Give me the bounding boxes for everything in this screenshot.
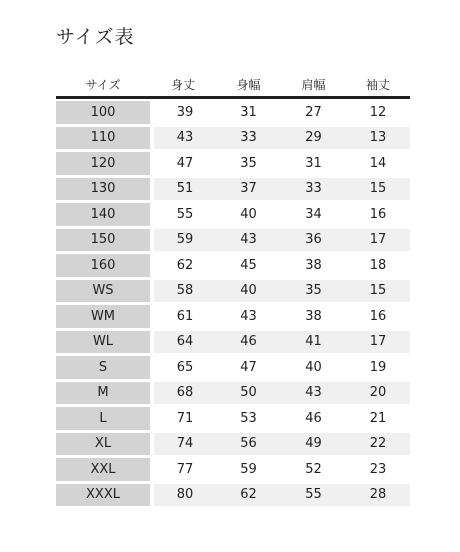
measurement-group: [154, 101, 410, 124]
shoulder-width-cell: 40: [281, 356, 346, 379]
body-length-cell: 64: [154, 331, 216, 354]
shoulder-width-cell: 33: [281, 178, 346, 201]
body-length-cell: 55: [154, 203, 216, 226]
shoulder-width-cell: 43: [281, 382, 346, 405]
shoulder-width-cell: 27: [281, 101, 346, 124]
sleeve-length-cell: 13: [346, 127, 410, 150]
measurement-group: [154, 433, 410, 456]
table-row: [56, 178, 410, 201]
body-width-cell: 46: [216, 331, 281, 354]
shoulder-width-cell: 46: [281, 407, 346, 430]
measurement-group: [154, 305, 410, 328]
body-length-cell: 47: [154, 152, 216, 175]
body-width-cell: 35: [216, 152, 281, 175]
sleeve-length-cell: 21: [346, 407, 410, 430]
size-table: [56, 72, 410, 509]
sleeve-length-cell: 18: [346, 254, 410, 277]
body-length-cell: 43: [154, 127, 216, 150]
size-cell: S: [56, 356, 150, 379]
size-cell: WS: [56, 280, 150, 303]
header-sleeve-length: 袖丈: [365, 77, 390, 92]
shoulder-width-cell: 29: [281, 127, 346, 150]
body-width-cell: 47: [216, 356, 281, 379]
sleeve-length-cell: 22: [346, 433, 410, 456]
table-row: [56, 484, 410, 507]
measurement-group: [154, 152, 410, 175]
size-cell: 160: [56, 254, 150, 277]
measurement-group: [154, 280, 410, 303]
body-width-cell: 59: [216, 458, 281, 481]
body-width-cell: 43: [216, 305, 281, 328]
measurement-group: [154, 331, 410, 354]
measurement-group: [154, 484, 410, 507]
shoulder-width-cell: 38: [281, 305, 346, 328]
table-row: [56, 433, 410, 456]
body-length-cell: 59: [154, 229, 216, 252]
body-width-cell: 31: [216, 101, 281, 124]
shoulder-width-cell: 52: [281, 458, 346, 481]
header-shoulder-width: 肩幅: [301, 77, 326, 92]
size-cell: 130: [56, 178, 150, 201]
table-row: [56, 127, 410, 150]
size-cell: M: [56, 382, 150, 405]
sleeve-length-cell: 19: [346, 356, 410, 379]
size-cell: 140: [56, 203, 150, 226]
body-width-cell: 37: [216, 178, 281, 201]
shoulder-width-cell: 55: [281, 484, 346, 507]
size-cell: L: [56, 407, 150, 430]
measurement-group: [154, 382, 410, 405]
table-row: [56, 254, 410, 277]
body-width-cell: 40: [216, 280, 281, 303]
body-length-cell: 65: [154, 356, 216, 379]
size-cell: XXXL: [56, 484, 150, 507]
size-cell: 110: [56, 127, 150, 150]
table-row: [56, 280, 410, 303]
sleeve-length-cell: 16: [346, 305, 410, 328]
sleeve-length-cell: 17: [346, 331, 410, 354]
header-size: サイズ: [85, 77, 121, 92]
table-row: [56, 356, 410, 379]
measurement-group: [154, 407, 410, 430]
table-row: [56, 203, 410, 226]
measurement-group: [154, 229, 410, 252]
table-row: [56, 229, 410, 252]
body-length-cell: 39: [154, 101, 216, 124]
body-length-cell: 68: [154, 382, 216, 405]
shoulder-width-cell: 49: [281, 433, 346, 456]
measurement-group: [154, 458, 410, 481]
table-row: [56, 152, 410, 175]
shoulder-width-cell: 34: [281, 203, 346, 226]
body-length-cell: 61: [154, 305, 216, 328]
body-width-cell: 40: [216, 203, 281, 226]
sleeve-length-cell: 28: [346, 484, 410, 507]
shoulder-width-cell: 31: [281, 152, 346, 175]
body-width-cell: 33: [216, 127, 281, 150]
measurement-group: [154, 254, 410, 277]
body-length-cell: 77: [154, 458, 216, 481]
body-width-cell: 56: [216, 433, 281, 456]
body-length-cell: 62: [154, 254, 216, 277]
sleeve-length-cell: 20: [346, 382, 410, 405]
body-width-cell: 53: [216, 407, 281, 430]
table-row: [56, 331, 410, 354]
table-row: [56, 382, 410, 405]
sleeve-length-cell: 12: [346, 101, 410, 124]
body-length-cell: 51: [154, 178, 216, 201]
table-row: [56, 458, 410, 481]
body-length-cell: 80: [154, 484, 216, 507]
sleeve-length-cell: 15: [346, 178, 410, 201]
size-cell: 150: [56, 229, 150, 252]
shoulder-width-cell: 38: [281, 254, 346, 277]
body-length-cell: 58: [154, 280, 216, 303]
sleeve-length-cell: 17: [346, 229, 410, 252]
sleeve-length-cell: 23: [346, 458, 410, 481]
body-length-cell: 74: [154, 433, 216, 456]
shoulder-width-cell: 41: [281, 331, 346, 354]
body-length-cell: 71: [154, 407, 216, 430]
table-row: [56, 101, 410, 124]
size-cell: WM: [56, 305, 150, 328]
size-cell: XXL: [56, 458, 150, 481]
measurement-group: [154, 178, 410, 201]
shoulder-width-cell: 36: [281, 229, 346, 252]
size-cell: 100: [56, 101, 150, 124]
size-cell: WL: [56, 331, 150, 354]
table-row: [56, 407, 410, 430]
measurement-group: [154, 356, 410, 379]
sleeve-length-cell: 16: [346, 203, 410, 226]
table-header-row: [56, 72, 410, 99]
body-width-cell: 43: [216, 229, 281, 252]
body-width-cell: 62: [216, 484, 281, 507]
header-body-length: 身丈: [170, 77, 195, 92]
measurement-group: [154, 203, 410, 226]
body-width-cell: 45: [216, 254, 281, 277]
measurement-group: [154, 127, 410, 150]
table-row: [56, 305, 410, 328]
body-width-cell: 50: [216, 382, 281, 405]
page-title: サイズ表: [56, 26, 135, 48]
sleeve-length-cell: 15: [346, 280, 410, 303]
size-cell: XL: [56, 433, 150, 456]
shoulder-width-cell: 35: [281, 280, 346, 303]
table-body: [56, 101, 410, 506]
size-cell: 120: [56, 152, 150, 175]
sleeve-length-cell: 14: [346, 152, 410, 175]
header-body-width: 身幅: [236, 77, 261, 92]
